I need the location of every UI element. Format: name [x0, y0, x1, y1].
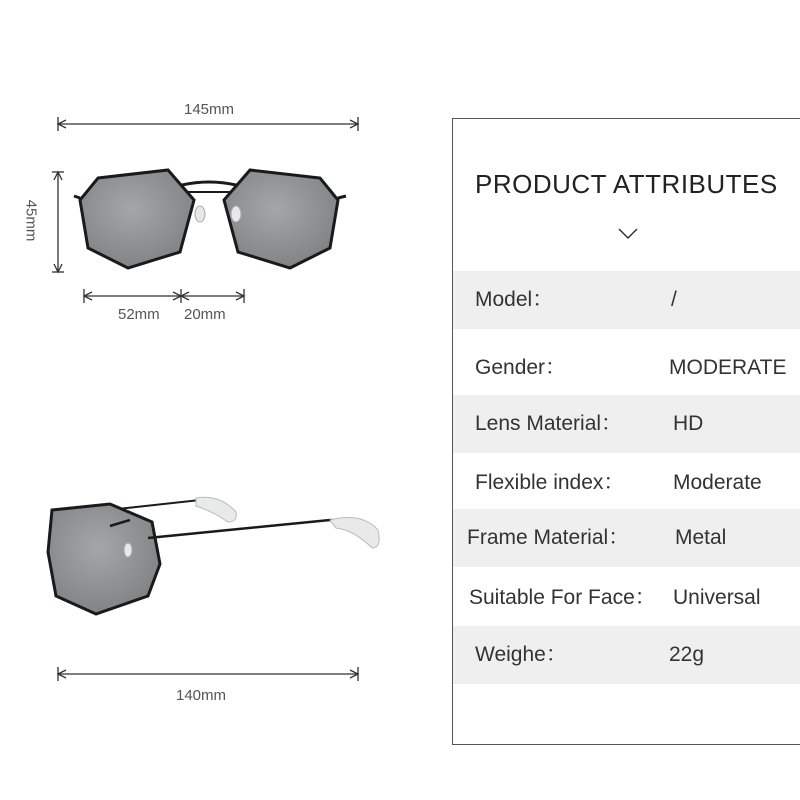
- attribute-row-weight: [453, 626, 800, 684]
- attribute-row-gender: [453, 339, 800, 397]
- attribute-row-suitable-face: [453, 569, 800, 627]
- attribute-label: Model：: [475, 288, 554, 311]
- product-attributes-panel: [452, 118, 800, 745]
- total-width-label: 145mm: [184, 101, 235, 118]
- attribute-row-flexible-index: [453, 454, 800, 512]
- attribute-label: Gender：: [475, 356, 567, 379]
- attribute-row-lens-material: [453, 395, 800, 453]
- temple-length-label: 140mm: [176, 687, 227, 704]
- attribute-label: Frame Material：: [467, 526, 630, 549]
- height-label: 45mm: [22, 199, 40, 242]
- attribute-value: Universal: [673, 586, 761, 609]
- lens-width-label: 52mm: [118, 306, 160, 323]
- height-dimension-line: [52, 172, 64, 272]
- attribute-label: Lens Material：: [475, 412, 623, 435]
- attribute-value: Moderate: [673, 471, 762, 494]
- attribute-value: Metal: [675, 526, 727, 549]
- panel-title: PRODUCT ATTRIBUTES: [475, 169, 778, 199]
- chevron-down-icon: [617, 227, 639, 241]
- bridge-width-label: 20mm: [184, 306, 226, 323]
- attribute-value: /: [671, 288, 677, 311]
- attribute-label: Weighe：: [475, 643, 567, 666]
- attribute-value: MODERATE: [669, 356, 787, 379]
- front-view-glasses: [74, 170, 346, 268]
- attribute-label: Flexible index：: [475, 471, 625, 494]
- attribute-row-frame-material: [453, 509, 800, 567]
- attribute-label: Suitable For Face：: [469, 586, 656, 609]
- lens-bridge-dimension-line: [84, 289, 244, 303]
- side-view-glasses: [48, 497, 379, 614]
- width-dimension-line: [58, 117, 358, 131]
- temple-dimension-line: [58, 667, 358, 681]
- attribute-value: HD: [673, 412, 704, 435]
- attribute-row-model: [453, 271, 800, 329]
- attribute-value: 22g: [669, 643, 705, 666]
